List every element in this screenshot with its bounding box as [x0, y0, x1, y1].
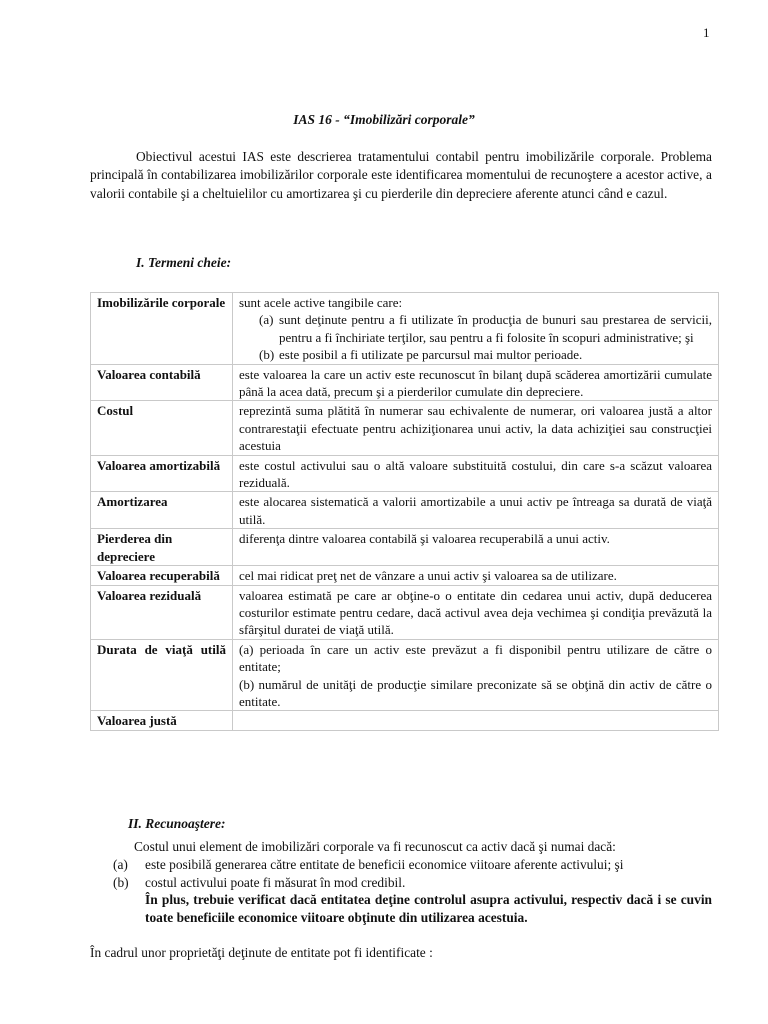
term-cell: Valoarea recuperabilă: [91, 566, 233, 585]
recognition-lead: Costul unui element de imobilizări corporale va fi recunoscut ca activ dacă şi numai dacă:: [134, 839, 616, 854]
recognition-section: [90, 838, 712, 927]
document-title: IAS 16 - “Imobilizări corporale”: [293, 112, 475, 127]
term-cell: Amortizarea: [91, 492, 233, 529]
list-marker: (b): [113, 874, 129, 890]
list-item: [90, 874, 712, 892]
list-text: costul activului poate fi măsurat în mod credibil.: [145, 874, 406, 890]
definition-intro: sunt acele active tangibile care:: [239, 295, 403, 310]
section-heading-recognition: II. Recunoaştere:: [128, 816, 226, 831]
table-row: [91, 711, 719, 730]
table-row: [91, 492, 719, 529]
key-terms-table: [90, 292, 719, 731]
list-item: [90, 856, 712, 874]
bold-note: În plus, trebuie verificat dacă entitatea deţine controlul asupra activului, respectiv dacă i se cuvin toate beneficiile economice viitoare obţinute din utilizarea acestuia.: [145, 892, 712, 926]
table-row: [91, 585, 719, 639]
list-text: sunt deţinute pentru a fi utilizate în producţia de bunuri sau prestarea de servicii, pentru a fi închiriate terţilor, sau pentru a fi folosite în scopuri administrative; şi: [279, 312, 712, 345]
definition-cell: [233, 293, 719, 365]
intro-paragraph: Obiectivul acestui IAS este descrierea tratamentului contabil pentru imobilizările corporale. Problema principală în contabilizarea imobilizărilor corporale este identificarea momentului de recunoştere a acestor active, a valorii contabile şi a cheltuielilor cu amortizarea şi cu pierderile din depreciere aferente atunci când e cazul.: [90, 149, 712, 201]
definition-cell: [233, 639, 719, 711]
table-row: [91, 529, 719, 566]
table-row: [91, 455, 719, 492]
term-cell: Valoarea reziduală: [91, 585, 233, 639]
definition-cell: valoarea estimată pe care ar obţine-o o entitate din cedarea unui activ, după deducerea costurilor estimate pentru cedare, dacă activul avea deja vechimea şi condiţia prevăzută la sfârşitul duratei de viaţă utilă.: [233, 585, 719, 639]
list-marker: (b): [259, 347, 275, 363]
table-row: [91, 293, 719, 365]
definition-line: (a) perioada în care un activ este prevăzut a fi disponibil pentru utilizare de către o entitate;: [239, 641, 712, 675]
term-label: Durata de viaţă utilă: [97, 641, 226, 657]
section-heading-key-terms: I. Termeni cheie:: [136, 255, 232, 270]
table-row: [91, 364, 719, 401]
definition-cell: reprezintă suma plătită în numerar sau echivalente de numerar, ori valoarea justă a altor contrarestaţii efectuate pentru achiziţionarea unui activ, la data achiziţiei sau construcţiei acestuia: [233, 401, 719, 455]
term-cell: Pierderea din depreciere: [91, 529, 233, 566]
table-row: [91, 566, 719, 585]
table-row: [91, 639, 719, 711]
definition-cell: [233, 711, 719, 730]
term-cell: Valoarea contabilă: [91, 364, 233, 401]
list-item: [239, 311, 712, 346]
definition-line: (b) numărul de unităţi de producţie similare preconizate să se obţină din activ de către o entitate.: [239, 676, 712, 709]
definition-cell: este valoarea la care un activ este recunoscut în bilanţ după scăderea amortizării cumulate până la acea dată, precum şi a pierderilor cumulate din depreciere.: [233, 364, 719, 401]
list-text: este posibilă generarea către entitate de beneficii economice viitoare aferente activului; şi: [145, 856, 624, 872]
page-number: 1: [703, 25, 710, 40]
list-item: [239, 346, 712, 363]
term-cell: Valoarea amortizabilă: [91, 455, 233, 492]
table-row: [91, 401, 719, 455]
term-cell: Costul: [91, 401, 233, 455]
term-cell: [91, 639, 233, 711]
definition-cell: este alocarea sistematică a valorii amortizabile a unui activ pe întreaga sa durată de viaţă utilă.: [233, 492, 719, 529]
list-text: este posibil a fi utilizate pe parcursul mai multor perioade.: [279, 347, 583, 363]
closing-paragraph: În cadrul unor proprietăţi deţinute de entitate pot fi identificate :: [90, 945, 433, 960]
definition-cell: diferenţa dintre valoarea contabilă şi valoarea recuperabilă a unui activ.: [233, 529, 719, 566]
list-marker: (a): [259, 312, 274, 328]
definition-cell: cel mai ridicat preţ net de vânzare a unui activ şi valoarea sa de utilizare.: [233, 566, 719, 585]
definition-cell: este costul activului sau o altă valoare substituită costului, din care s-a scăzut valoarea reziduală.: [233, 455, 719, 492]
term-cell: Imobilizările corporale: [91, 293, 233, 365]
list-marker: (a): [113, 856, 128, 872]
term-cell: Valoarea justă: [91, 711, 233, 730]
